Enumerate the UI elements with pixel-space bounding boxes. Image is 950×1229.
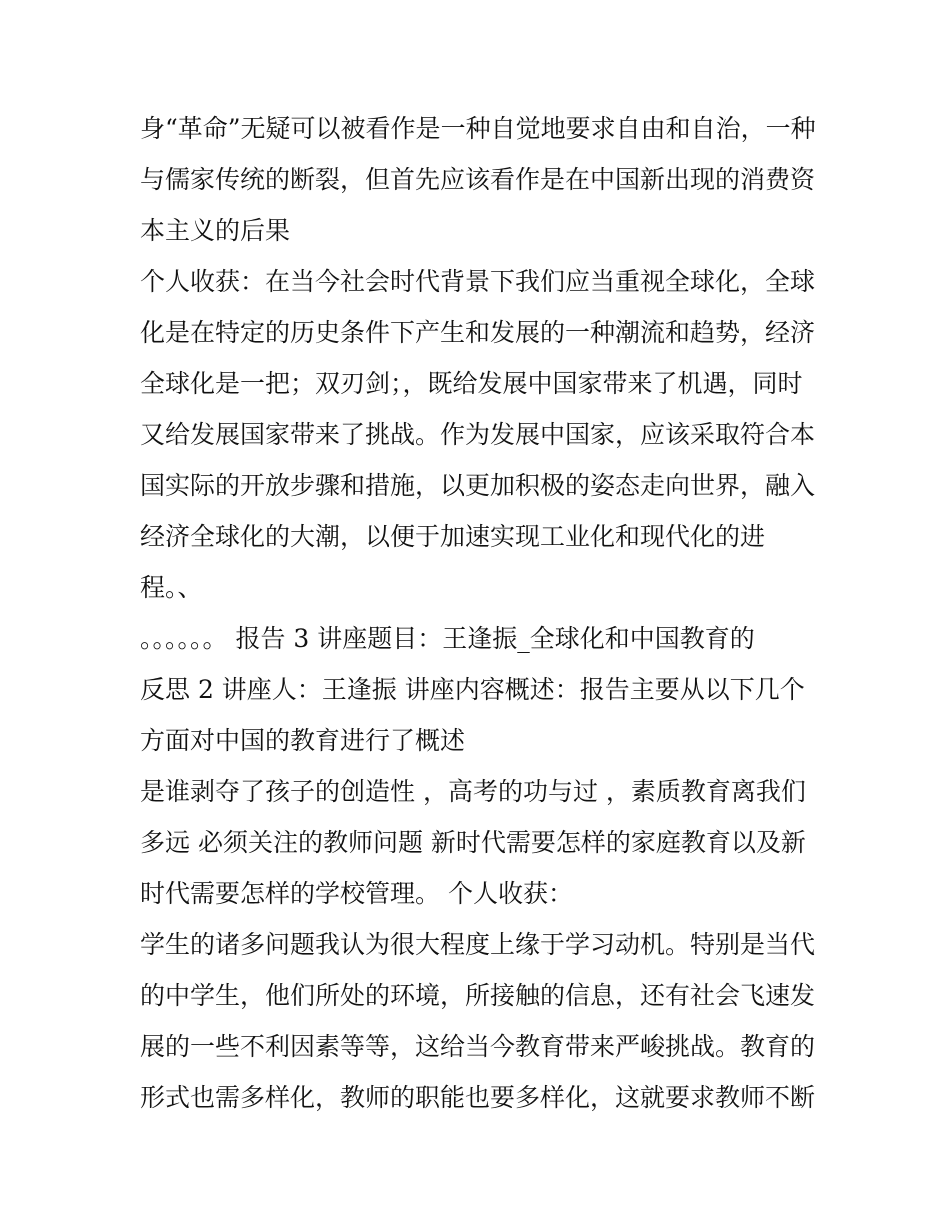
text-line: 个人收获：在当今社会时代背景下我们应当重视全球化，全球 — [140, 267, 816, 296]
text-line: 又给发展国家带来了挑战。作为发展中国家，应该采取符合本 — [140, 420, 816, 449]
text-line: 全球化是一把；双刃剑；，既给发展中国家带来了机遇，同时 — [140, 369, 803, 398]
text-line: 经济全球化的大潮，以便于加速实现工业化和现代化的进 — [140, 522, 766, 551]
text-line: 是谁剥夺了孩子的创造性 ，高考的功与过 ，素质教育离我们 — [140, 777, 806, 806]
text-line: 。。。。。。 报告 3 讲座题目：王逢振_全球化和中国教育的 — [140, 624, 755, 653]
text-line: 多远 必须关注的教师问题 新时代需要怎样的家庭教育以及新 — [140, 828, 806, 857]
text-line: 时代需要怎样的学校管理。 个人收获： — [140, 879, 573, 908]
text-line: 形式也需多样化，教师的职能也要多样化，这就要求教师不断 — [140, 1083, 816, 1112]
text-line: 展的一些不利因素等等，这给当今教育带来严峻挑战。教育的 — [140, 1032, 816, 1061]
text-line: 方面对中国的教育进行了概述 — [140, 726, 466, 755]
text-line: 反思 2 讲座人：王逢振 讲座内容概述：报告主要从以下几个 — [140, 675, 805, 704]
text-line: 程。、 — [140, 573, 203, 602]
text-line: 学生的诸多问题我认为很大程度上缘于学习动机。特别是当代 — [140, 930, 816, 959]
text-line: 身“革命”无疑可以被看作是一种自觉地要求自由和自治，一种 — [140, 114, 816, 143]
body-text — [140, 103, 820, 1123]
text-line: 本主义的后果 — [140, 216, 291, 245]
text-line: 的中学生，他们所处的环境，所接触的信息，还有社会飞速发 — [140, 981, 816, 1010]
text-line: 与儒家传统的断裂，但首先应该看作是在中国新出现的消费资 — [140, 165, 816, 194]
text-line: 化是在特定的历史条件下产生和发展的一种潮流和趋势，经济 — [140, 318, 816, 347]
text-line: 国实际的开放步骤和措施，以更加积极的姿态走向世界，融入 — [140, 471, 816, 500]
